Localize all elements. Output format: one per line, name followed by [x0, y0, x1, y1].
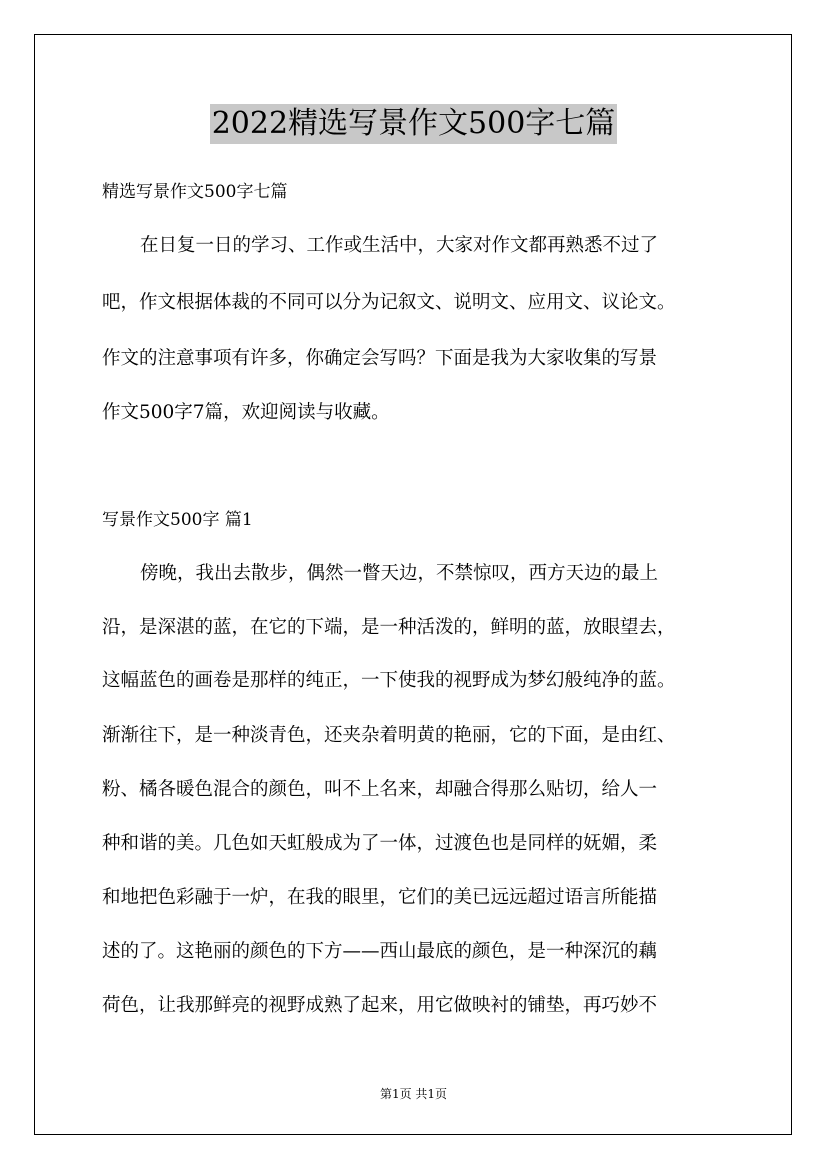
- document-title-block: [0, 104, 827, 144]
- document-title: 2022精选写景作文500字七篇: [210, 104, 618, 144]
- section-line: 种和谐的美。几色如天虹般成为了一体，过渡色也是同样的妩媚，柔: [102, 833, 658, 854]
- section-line: 和地把色彩融于一炉，在我的眼里，它们的美已远远超过语言所能描: [102, 887, 658, 908]
- section-heading: 写景作文500字 篇1: [102, 510, 253, 530]
- intro-line: 在日复一日的学习、工作或生活中，大家对作文都再熟悉不过了: [140, 235, 659, 256]
- section-line: 这幅蓝色的画卷是那样的纯正，一下使我的视野成为梦幻般纯净的蓝。: [102, 670, 676, 691]
- page-number-footer: 第1页 共1页: [379, 1087, 448, 1101]
- section-line: 述的了。这艳丽的颜色的下方——西山最底的颜色，是一种深沉的藕: [102, 941, 658, 962]
- document-subtitle: 精选写景作文500字七篇: [102, 182, 288, 202]
- section-line: 傍晚，我出去散步，偶然一瞥天边，不禁惊叹，西方天边的最上: [140, 563, 659, 584]
- intro-line: 作文的注意事项有许多，你确定会写吗？下面是我为大家收集的写景: [102, 348, 658, 369]
- section-line: 渐渐往下，是一种淡青色，还夹杂着明黄的艳丽，它的下面，是由红、: [102, 725, 676, 746]
- intro-line: 作文500字7篇，欢迎阅读与收藏。: [102, 402, 390, 423]
- section-line: 粉、橘各暖色混合的颜色，叫不上名来，却融合得那么贴切，给人一: [102, 779, 658, 800]
- intro-line: 吧，作文根据体裁的不同可以分为记叙文、说明文、应用文、议论文。: [102, 292, 676, 313]
- section-line: 沿，是深湛的蓝，在它的下端，是一种活泼的，鲜明的蓝，放眼望去，: [102, 617, 676, 638]
- section-line: 荷色，让我那鲜亮的视野成熟了起来，用它做映衬的铺垫，再巧妙不: [102, 995, 658, 1016]
